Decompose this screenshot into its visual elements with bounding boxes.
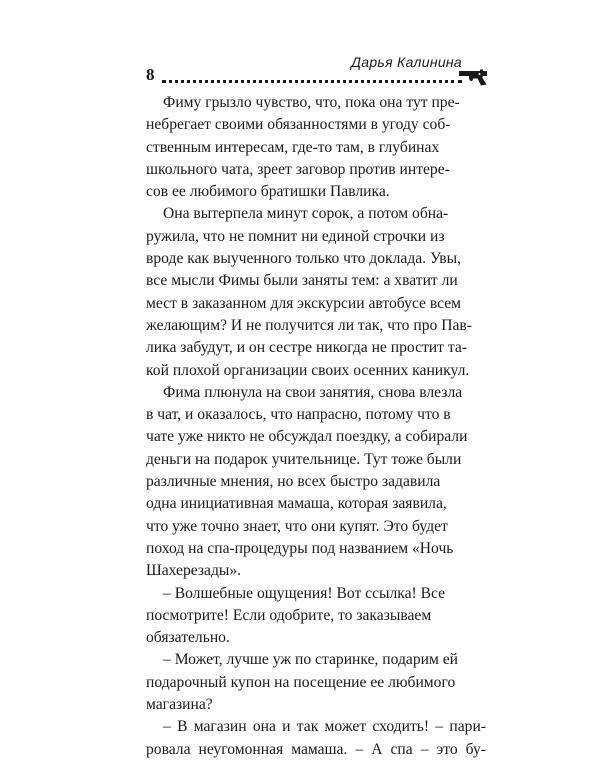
text-line: чате уже никто не обсуждал поездку, а собирали [146, 428, 468, 446]
text-line: желающим? И не получится ли так, что про Пав- [146, 316, 472, 334]
text-line: небрегает своими обязанностями в угоду соб- [146, 116, 451, 134]
running-header [146, 54, 488, 86]
text-line: магазина? [146, 696, 213, 714]
paragraph [146, 92, 486, 203]
paragraph [146, 649, 486, 716]
text-line: Фиму грызло чувство, что, пока она тут пре- [163, 94, 460, 111]
body-text [146, 92, 486, 761]
text-line: вроде как выученного только что доклада. Увы, [146, 250, 461, 268]
text-line: обязательно. [146, 629, 230, 647]
paragraph [146, 583, 486, 650]
page-number: 8 [146, 65, 155, 84]
text-line: сов ее любимого братишки Павлика. [146, 183, 390, 201]
text-line: посмотрите! Если одобрите, то заказываем [146, 606, 432, 624]
text-line: Фима плюнула на свои занятия, снова влезла [163, 383, 463, 401]
running-header-author: Дарья Калинина [351, 54, 462, 70]
dotted-leader [162, 80, 462, 83]
text-line: ровала неугомонная мамаша. – А спа – это бу- [146, 740, 486, 758]
text-line: ственным интересам, где-то там, в глубинах [146, 138, 440, 156]
text-line: – В магазин она и так может сходить! – пари- [163, 718, 486, 736]
text-line: ружила, что не помнит ни единой строчки из [146, 227, 445, 245]
text-line: что уже точно знает, что они купят. Это будет [146, 517, 448, 535]
text-line: – Волшебные ощущения! Вот ссылка! Все [163, 584, 446, 602]
text-line: Шахерезады». [146, 562, 242, 580]
text-line: Она вытерпела минут сорок, а потом обна- [163, 205, 449, 223]
text-line: в чат, и оказалось, что напрасно, потому что в [146, 406, 451, 424]
text-line: школьного чата, зреет заговор против интере- [146, 160, 450, 178]
paragraph [146, 716, 486, 761]
text-line: лика забудут, и он сестре никогда не простит та- [146, 339, 467, 357]
text-line: поход на спа-процедуры под названием «Ночь [146, 539, 454, 557]
text-line: подарочный купон на посещение ее любимого [146, 673, 456, 691]
text-line: одна инициативная мамаша, которая заявила, [146, 495, 447, 513]
text-line: – Может, лучше уж по старинке, подарим ей [163, 651, 459, 669]
paragraph [146, 382, 486, 583]
text-line: мест в заказанном для экскурсии автобусе всем [146, 294, 462, 312]
text-line: деньги на подарок учительнице. Тут тоже были [146, 450, 462, 468]
revolver-icon [458, 68, 488, 86]
text-line: кой плохой организации своих осенних каникул. [146, 361, 470, 379]
text-line: различные мнения, но всех быстро задавила [146, 473, 441, 491]
paragraph [146, 203, 486, 381]
text-line: все мысли Фимы были заняты тем: а хватит ли [146, 272, 458, 290]
